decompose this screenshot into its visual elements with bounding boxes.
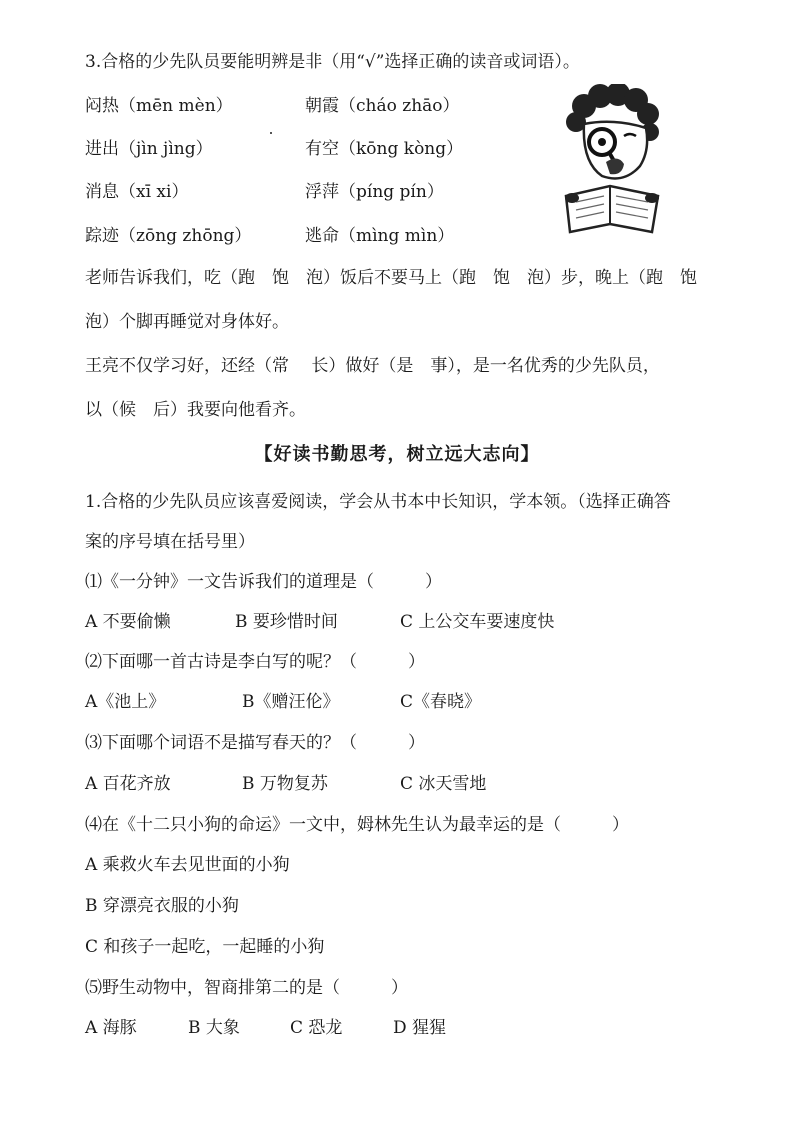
option-d: D 猩猩 [393,1018,447,1038]
reading-intro-line: 案的序号填在括号里） [85,532,255,552]
question-paragraph-line: 老师告诉我们，吃（跑 饱 泡）饭后不要马上（跑 饱 泡）步，晚上（跑 饱 [85,268,697,288]
boy-reading-with-magnifier-icon [562,84,662,234]
pinyin-item: 朝霞（cháo zhāo） [305,96,460,116]
question-q4: ⑷在《十二只小狗的命运》一文中，姆林先生认为最幸运的是（ ） [85,815,629,835]
section3-heading: 3.合格的少先队员要能明辨是非（用“√”选择正确的读音或词语）。 [85,52,580,72]
section-title: 【好读书勤思考，树立远大志向】 [254,444,540,465]
question-q5: ⑸野生动物中，智商排第二的是（ ） [85,978,408,998]
option-b: B 万物复苏 [242,774,328,794]
option-c: C《春晓》 [400,692,482,712]
pinyin-item: 逃命（mìng mìn） [305,226,455,246]
reading-intro-line: 1.合格的少先队员应该喜爱阅读，学会从书本中长知识，学本领。（选择正确答 [85,492,671,512]
question-paragraph-line: 泡）个脚再睡觉对身体好。 [85,312,289,332]
question-q3: ⑶下面哪个词语不是描写春天的？（ ） [85,733,425,753]
option-c: C 和孩子一起吃，一起睡的小狗 [85,937,325,957]
option-b: B《赠汪伦》 [242,692,340,712]
option-b: B 要珍惜时间 [235,612,338,632]
option-c: C 上公交车要速度快 [400,612,555,632]
question-q2: ⑵下面哪一首古诗是李白写的呢？（ ） [85,652,425,672]
option-a: A 海豚 [85,1018,137,1038]
question-q1: ⑴《一分钟》一文告诉我们的道理是（ ） [85,572,442,592]
option-a: A《池上》 [85,692,166,712]
pinyin-item: 进出（jìn jìng） [85,139,213,159]
option-c: C 冰天雪地 [400,774,487,794]
option-a: A 乘救火车去见世面的小狗 [85,855,290,875]
option-b: B 穿漂亮衣服的小狗 [85,896,239,916]
speck [270,132,272,134]
pinyin-item: 闷热（mēn mèn） [85,96,233,116]
pinyin-item: 踪迹（zōng zhōng） [85,226,252,246]
option-a: A 百花齐放 [85,774,171,794]
pinyin-item: 消息（xī xi） [85,182,189,202]
option-a: A 不要偷懒 [85,612,171,632]
pinyin-item: 浮萍（píng pín） [305,182,444,202]
question-paragraph-line: 王亮不仅学习好，还经（常 长）做好（是 事），是一名优秀的少先队员， [85,356,660,376]
option-c: C 恐龙 [290,1018,343,1038]
question-paragraph-line: 以（候 后）我要向他看齐。 [85,400,306,420]
pinyin-item: 有空（kōng kòng） [305,139,464,159]
option-b: B 大象 [188,1018,240,1038]
